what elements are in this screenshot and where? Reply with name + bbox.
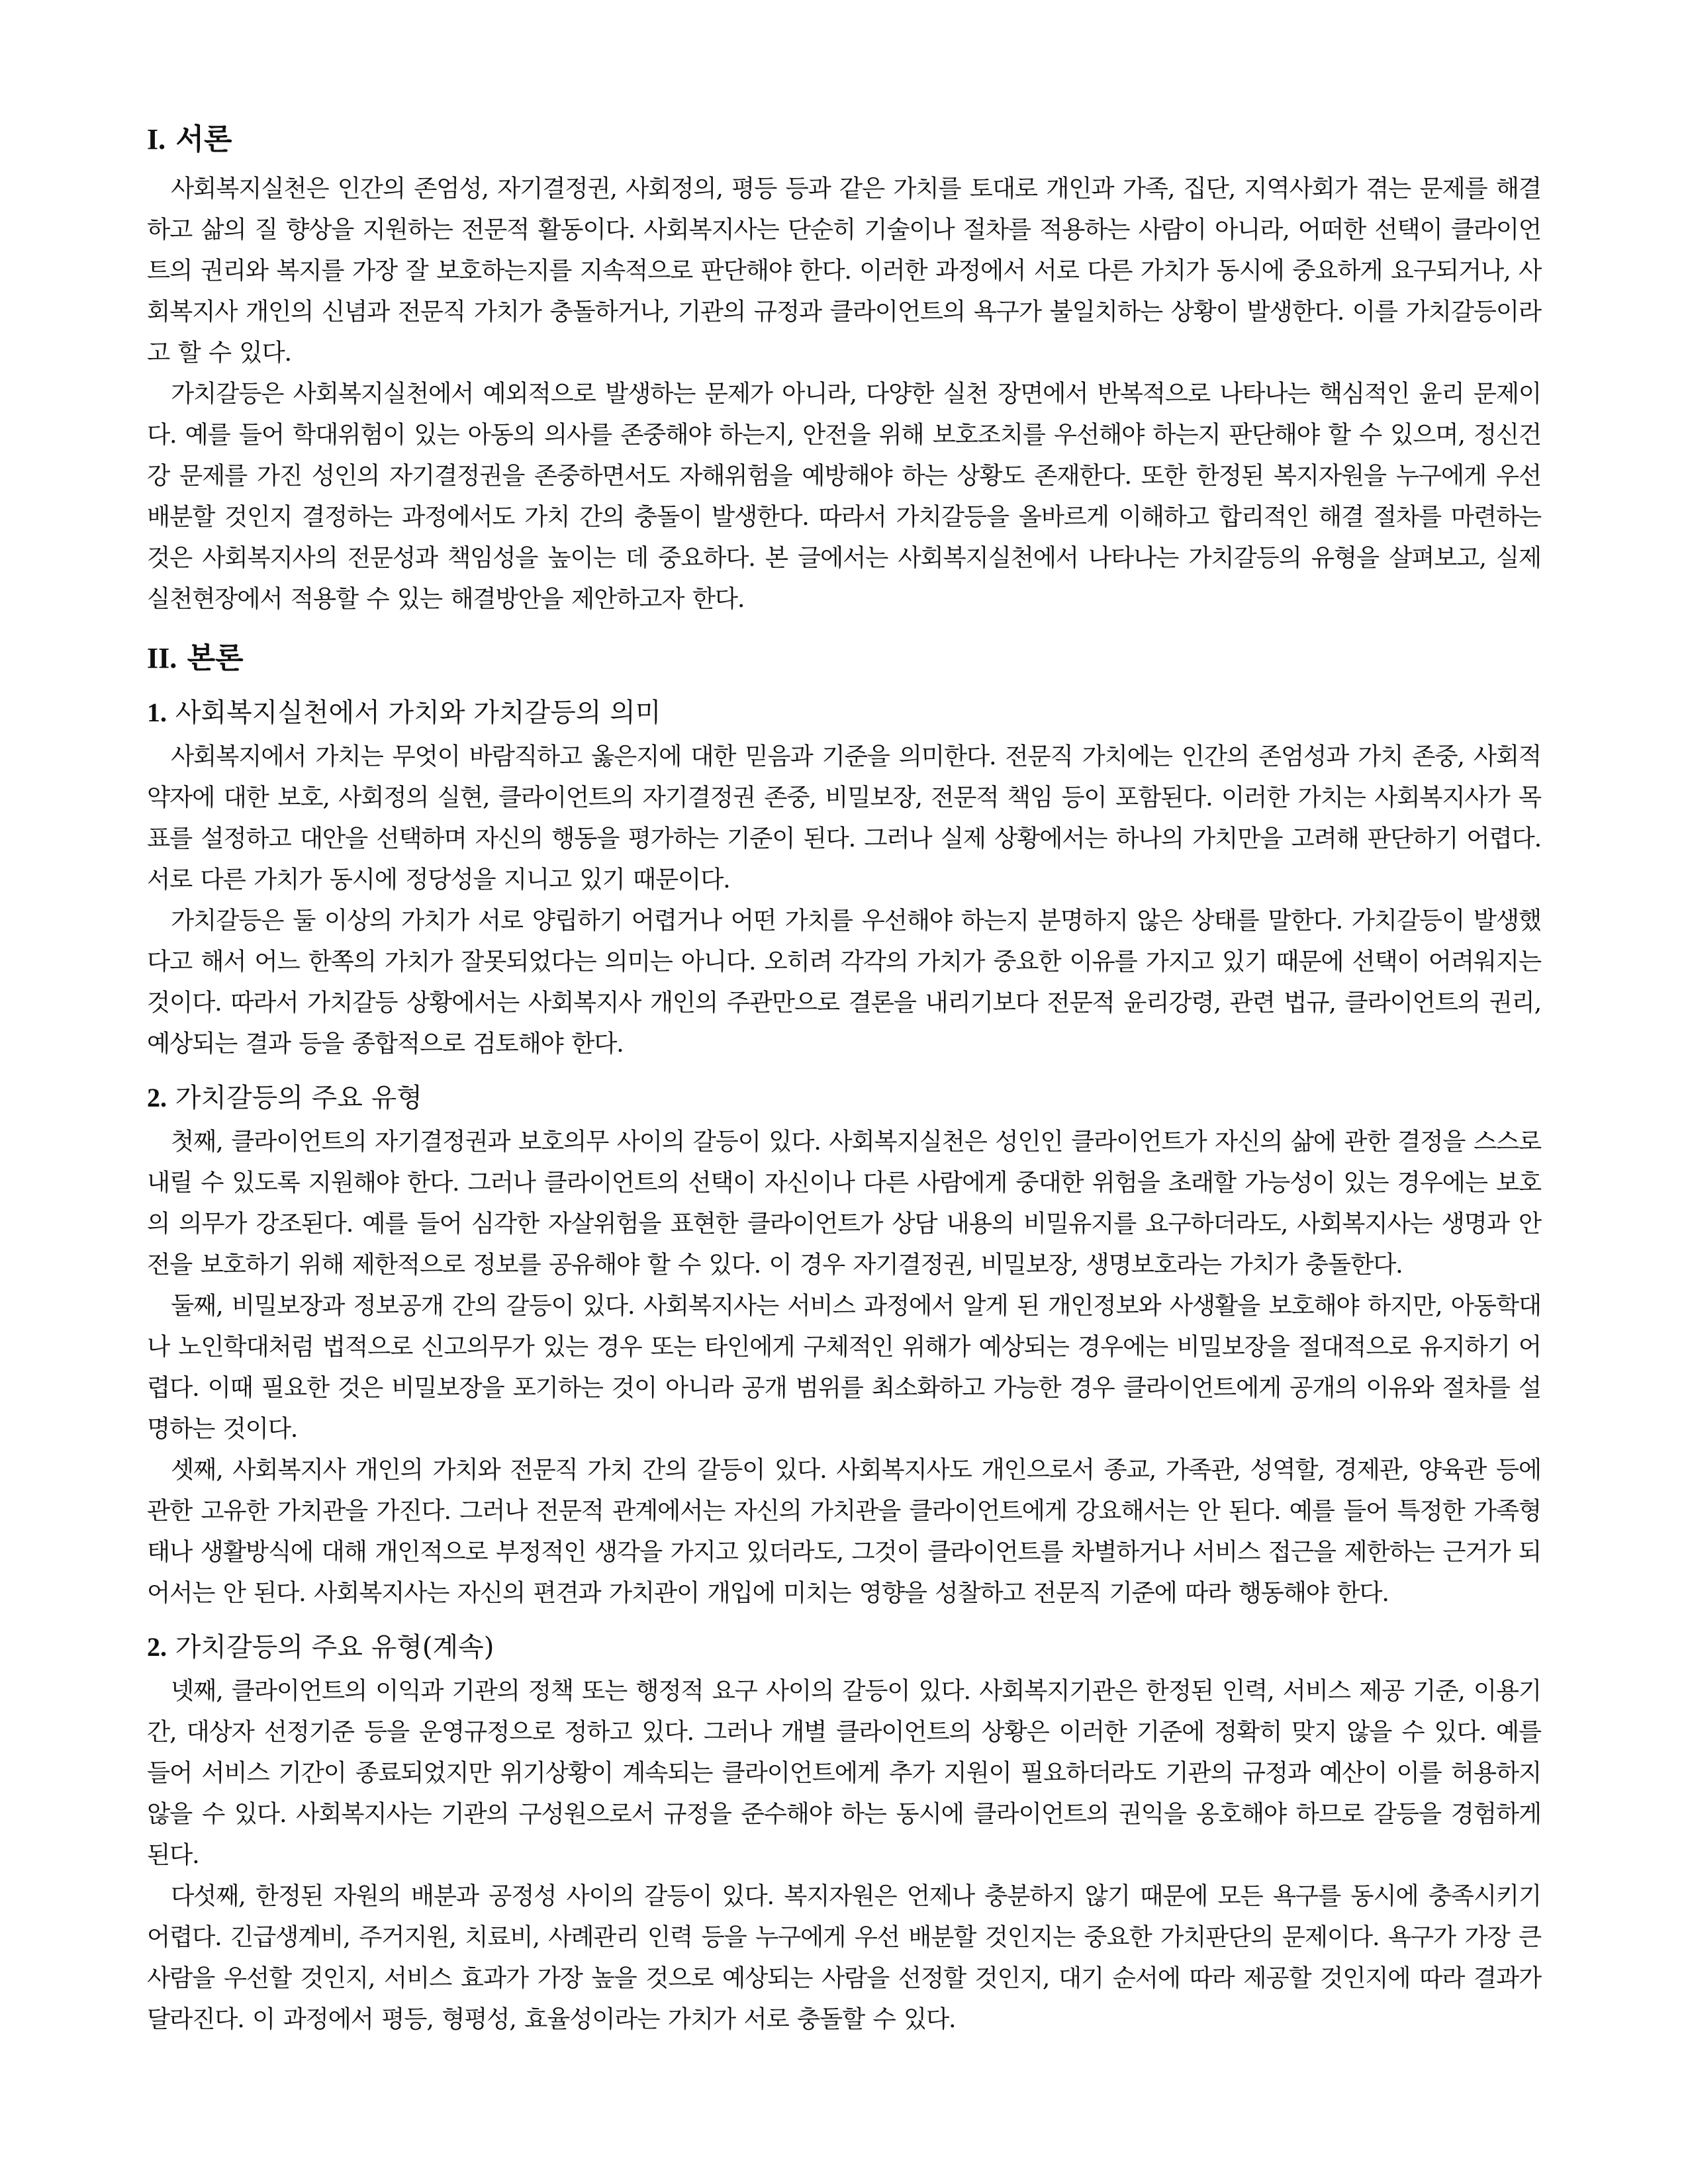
paragraph: 첫째, 클라이언트의 자기결정권과 보호의무 사이의 갈등이 있다. 사회복지실천은 성인인 클라이언트가 자신의 삶에 관한 결정을 스스로 내릴 수 있도록 지원해야 한다. 그러나 클라이언트의 선택이 자신이나 다른 사람에게 중대한 위험을 초래할 가능성이 있는 경우에는 보호의 의무가 강조된다. 예를 들어 심각한 자살위험을 표현한 클라이언트가 상담 내용의 비밀유지를 요구하더라도, 사회복지사는 생명과 안전을 보호하기 위해 제한적으로 정보를 공유해야 할 수 있다. 이 경우 자기결정권, 비밀보장, 생명보호라는 가치가 충돌한다.: [147, 1127, 1541, 1279]
paragraph: 다섯째, 한정된 자원의 배분과 공정성 사이의 갈등이 있다. 복지자원은 언제나 충분하지 않기 때문에 모든 욕구를 동시에 충족시키기 어렵다. 긴급생계비, 주거지원, 치료비, 사례관리 인력 등을 누구에게 우선 배분할 것인지는 중요한 가치판단의 문제이다. 욕구가 가장 큰 사람을 우선할 것인지, 서비스 효과가 가장 높을 것으로 예상되는 사람을 선정할 것인지, 대기 순서에 따라 제공할 것인지에 따라 결과가 달라진다. 이 과정에서 평등, 형평성, 효율성이라는 가치가 서로 충돌할 수 있다.: [147, 1882, 1541, 2033]
paragraph: 둘째, 비밀보장과 정보공개 간의 갈등이 있다. 사회복지사는 서비스 과정에서 알게 된 개인정보와 사생활을 보호해야 하지만, 아동학대나 노인학대처럼 법적으로 신고의무가 있는 경우 또는 타인에게 구체적인 위해가 예상되는 경우에는 비밀보장을 절대적으로 유지하기 어렵다. 이때 필요한 것은 비밀보장을 포기하는 것이 아니라 공개 범위를 최소화하고 가능한 경우 클라이언트에게 공개의 이유와 절차를 설명하는 것이다.: [147, 1291, 1541, 1443]
section-number: I.: [147, 123, 166, 156]
paragraph: 셋째, 사회복지사 개인의 가치와 전문직 가치 간의 갈등이 있다. 사회복지사도 개인으로서 종교, 가족관, 성역할, 경제관, 양육관 등에 관한 고유한 가치관을 가진다. 그러나 전문적 관계에서는 자신의 가치관을 클라이언트에게 강요해서는 안 된다. 예를 들어 특정한 가족형태나 생활방식에 대해 개인적으로 부정적인 생각을 가지고 있더라도, 그것이 클라이언트를 차별하거나 서비스 접근을 제한하는 근거가 되어서는 안 된다. 사회복지사는 자신의 편견과 가치관이 개입에 미치는 영향을 성찰하고 전문직 기준에 따라 행동해야 한다.: [147, 1455, 1541, 1607]
section-title: 서론: [175, 122, 232, 156]
paragraph: 사회복지실천은 인간의 존엄성, 자기결정권, 사회정의, 평등 등과 같은 가치를 토대로 개인과 가족, 집단, 지역사회가 겪는 문제를 해결하고 삶의 질 향상을 지원하는 전문적 활동이다. 사회복지사는 단순히 기술이나 절차를 적용하는 사람이 아니라, 어떠한 선택이 클라이언트의 권리와 복지를 가장 잘 보호하는지를 지속적으로 판단해야 한다. 이러한 과정에서 서로 다른 가치가 동시에 중요하게 요구되거나, 사회복지사 개인의 신념과 전문직 가치가 충돌하거나, 기관의 규정과 클라이언트의 욕구가 불일치하는 상황이 발생한다. 이를 가치갈등이라고 할 수 있다.: [147, 174, 1541, 367]
paragraph: 사회복지에서 가치는 무엇이 바람직하고 옳은지에 대한 믿음과 기준을 의미한다. 전문직 가치에는 인간의 존엄성과 가치 존중, 사회적 약자에 대한 보호, 사회정의 실현, 클라이언트의 자기결정권 존중, 비밀보장, 전문적 책임 등이 포함된다. 이러한 가치는 사회복지사가 목표를 설정하고 대안을 선택하며 자신의 행동을 평가하는 기준이 된다. 그러나 실제 상황에서는 하나의 가치만을 고려해 판단하기 어렵다. 서로 다른 가치가 동시에 정당성을 지니고 있기 때문이다.: [147, 742, 1541, 893]
section-title: 본론: [187, 641, 244, 675]
section-heading-body: [147, 638, 1541, 679]
section-number: II.: [147, 642, 177, 674]
subsection-title: 가치갈등의 주요 유형(계속): [175, 1632, 494, 1662]
paragraph: 넷째, 클라이언트의 이익과 기관의 정책 또는 행정적 요구 사이의 갈등이 있다. 사회복지기관은 한정된 인력, 서비스 제공 기준, 이용기간, 대상자 선정기준 등을 운영규정으로 정하고 있다. 그러나 개별 클라이언트의 상황은 이러한 기준에 정확히 맞지 않을 수 있다. 예를 들어 서비스 기간이 종료되었지만 위기상황이 계속되는 클라이언트에게 추가 지원이 필요하더라도 기관의 규정과 예산이 이를 허용하지 않을 수 있다. 사회복지사는 기관의 구성원으로서 규정을 준수해야 하는 동시에 클라이언트의 권익을 옹호해야 하므로 갈등을 경험하게 된다.: [147, 1676, 1541, 1869]
section-heading-introduction: [147, 119, 1541, 160]
subsection-title: 사회복지실천에서 가치와 가치갈등의 의미: [175, 698, 661, 728]
paragraph: 가치갈등은 사회복지실천에서 예외적으로 발생하는 문제가 아니라, 다양한 실천 장면에서 반복적으로 나타나는 핵심적인 윤리 문제이다. 예를 들어 학대위험이 있는 아동의 의사를 존중해야 하는지, 안전을 위해 보호조치를 우선해야 하는지 판단해야 할 수 있으며, 정신건강 문제를 가진 성인의 자기결정권을 존중하면서도 자해위험을 예방해야 하는 상황도 존재한다. 또한 한정된 복지자원을 누구에게 우선 배분할 것인지 결정하는 과정에서도 가치 간의 충돌이 발생한다. 따라서 가치갈등을 올바르게 이해하고 합리적인 해결 절차를 마련하는 것은 사회복지사의 전문성과 책임성을 높이는 데 중요하다. 본 글에서는 사회복지실천에서 나타나는 가치갈등의 유형을 살펴보고, 실제 실천현장에서 적용할 수 있는 해결방안을 제안하고자 한다.: [147, 379, 1541, 613]
paragraph: 가치갈등은 둘 이상의 가치가 서로 양립하기 어렵거나 어떤 가치를 우선해야 하는지 분명하지 않은 상태를 말한다. 가치갈등이 발생했다고 해서 어느 한쪽의 가치가 잘못되었다는 의미는 아니다. 오히려 각각의 가치가 중요한 이유를 가지고 있기 때문에 선택이 어려워지는 것이다. 따라서 가치갈등 상황에서는 사회복지사 개인의 주관만으로 결론을 내리기보다 전문적 윤리강령, 관련 법규, 클라이언트의 권리, 예상되는 결과 등을 종합적으로 검토해야 한다.: [147, 906, 1541, 1058]
subsection-number: 2.: [147, 1632, 167, 1662]
subsection-heading: [147, 694, 1541, 732]
subsection-heading: [147, 1628, 1541, 1666]
subsection-title: 가치갈등의 주요 유형: [175, 1083, 422, 1113]
subsection-number: 1.: [147, 698, 167, 727]
subsection-heading: [147, 1079, 1541, 1117]
subsection-number: 2.: [147, 1083, 167, 1113]
